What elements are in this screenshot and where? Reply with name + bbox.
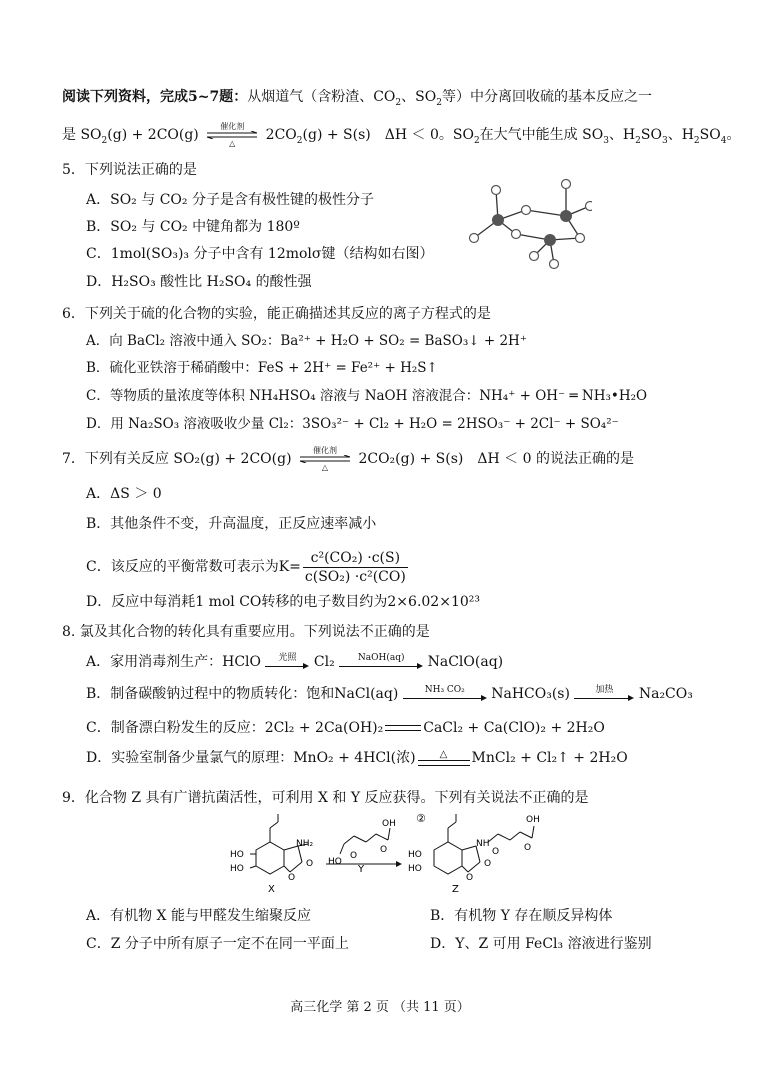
page-footer: 高三化学 第 2 页 （共 11 页） [290,1000,470,1015]
intro-line-1: 阅读下列资料，完成5~7题：从烟道气（含粉渣、$CO_2$、$SO_2$等）中分离回收硫的基本反应之一 [62,89,652,108]
svg-text:O: O [492,847,500,857]
q6-option-b: B．硫化亚铁溶于稀硝酸中：FeS + 2H⁺ = Fe²⁺ + H₂S↑ [86,360,438,376]
q5-option-b: B．SO₂ 与 CO₂ 中键角都为 180º [86,219,300,235]
equals-sign-icon [385,725,421,731]
q9-option-c: C．Z 分子中所有原子一定不在同一平面上 [86,936,349,952]
svg-text:O: O [466,873,474,883]
svg-text:OH: OH [382,819,396,829]
q5-option-d: D．H₂SO₃ 酸性比 H₂SO₄ 的酸性强 [86,274,312,290]
svg-text:HO: HO [408,850,422,860]
arrow-nh3-co2: NH₃ CO₂ [403,685,487,703]
so3-trimer-structure-icon [462,176,592,280]
q5-option-a: A．SO₂ 与 CO₂ 分子是含有极性键的极性分子 [86,192,374,208]
svg-text:Z: Z [452,884,459,895]
q8-option-a: A．家用消毒剂生产：HClO 光照 Cl₂ NaOH(aq) NaClO(aq) [86,653,504,670]
arrow-naoh: NaOH(aq) [339,653,423,671]
svg-text:NH₂: NH₂ [296,839,314,849]
q5-option-c: C．1mol(SO₃)₃ 分子中含有 12molσ键（结构如右图） [86,246,434,262]
q8-stem: 8. 氯及其化合物的转化具有重要应用。下列说法不正确的是 [62,624,430,640]
svg-text:OH: OH [526,815,540,825]
intro-line-2: 是 $SO_2(g) + 2CO(g)$ 催化剂 △ $2CO_2(g) + S(s)$ ΔH ＜ 0。$SO_2$在大气中能生成 $SO_3$、$H_2SO_3$、$H_2SO_4$。 [62,122,741,148]
svg-text:HO: HO [230,850,244,860]
q8-option-c: C．制备漂白粉发生的反应：2Cl₂ + 2Ca(OH)₂ CaCl₂ + Ca(ClO)₂ + 2H₂O [86,720,605,736]
svg-text:HO: HO [408,864,422,874]
q6-stem: 6．下列关于硫的化合物的实验，能正确描述其反应的离子方程式的是 [62,306,491,322]
svg-text:O: O [380,845,388,855]
svg-text:O: O [350,851,358,861]
q7-option-c: C．该反应的平衡常数可表示为K= $\frac{\text{c²(CO₂) ·c(S)}}{\text{c(SO₂) ·c²(CO)}}$ [86,549,406,585]
q8-option-b: B．制备碳酸钠过程中的物质转化：饱和NaCl(aq) NH₃ CO₂ NaHCO₃(s) 加热 Na₂CO₃ [86,685,693,702]
svg-text:NH: NH [476,839,490,849]
equilibrium-arrow-icon [298,455,352,463]
q9-option-a: A．有机物 X 能与甲醛发生缩聚反应 [86,908,311,924]
q7-option-a: A．ΔS ＞ 0 [86,486,162,502]
svg-text:O: O [306,859,314,869]
q9-stem: 9．化合物 Z 具有广谱抗菌活性，可利用 X 和 Y 反应获得。下列有关说法不正确的是 [62,790,589,806]
svg-text:O: O [288,873,296,883]
svg-text:Y: Y [358,864,365,875]
equilibrium-arrow-icon [205,131,259,139]
q7-stem: 7．下列有关反应 SO₂(g) + 2CO(g) 催化剂 △ 2CO₂(g) + S(s) ΔH ＜ 0 的说法正确的是 [62,446,634,472]
intro-lead: 阅读下列资料，完成5~7题： [62,89,248,105]
svg-text:②: ② [416,812,426,825]
heat-equals-sign: △ [418,750,470,766]
svg-text:X: X [268,884,275,895]
arrow-heat: 加热 [574,685,634,703]
q9-option-b: B．有机物 Y 存在顺反异构体 [430,908,613,924]
q6-option-a: A．向 BaCl₂ 溶液中通入 SO₂：Ba²⁺ + H₂O + SO₂ = BaSO₃↓ + 2H⁺ [86,333,527,349]
reversible-arrow: 催化剂 △ [205,122,259,148]
svg-text:HO: HO [328,857,342,867]
svg-text:HO: HO [230,864,244,874]
reaction-scheme-diagram [226,812,556,904]
q6-option-c: C．等物质的量浓度等体积 NH₄HSO₄ 溶液与 NaOH 溶液混合：NH₄⁺ + OH⁻ ═ NH₃•H₂O [86,388,648,404]
q9-option-d: D．Y、Z 可用 FeCl₃ 溶液进行鉴别 [430,936,652,952]
arrow-light: 光照 [265,653,309,671]
q7-option-b: B．其他条件不变，升高温度，正反应速率减小 [86,516,377,532]
q6-option-d: D．用 Na₂SO₃ 溶液吸收少量 Cl₂：3SO₃²⁻ + Cl₂ + H₂O = 2HSO₃⁻ + 2Cl⁻ + SO₄²⁻ [86,416,619,432]
q7-option-d: D．反应中每消耗1 mol CO转移的电子数目约为2×6.02×10²³ [86,594,480,610]
q5-stem: 5．下列说法正确的是 [62,162,197,178]
q8-option-d: D．实验室制备少量氯气的原理：MnO₂ + 4HCl(浓) △ MnCl₂ + Cl₂↑ + 2H₂O [86,749,628,766]
reversible-arrow-q7: 催化剂 △ [298,446,352,472]
svg-text:O: O [524,843,532,853]
svg-text:O: O [484,859,492,869]
equilibrium-constant-fraction: $\frac{\text{c²(CO₂) ·c(S)}}{\text{c(SO₂) ·c²(CO)}}$ [304,549,406,585]
